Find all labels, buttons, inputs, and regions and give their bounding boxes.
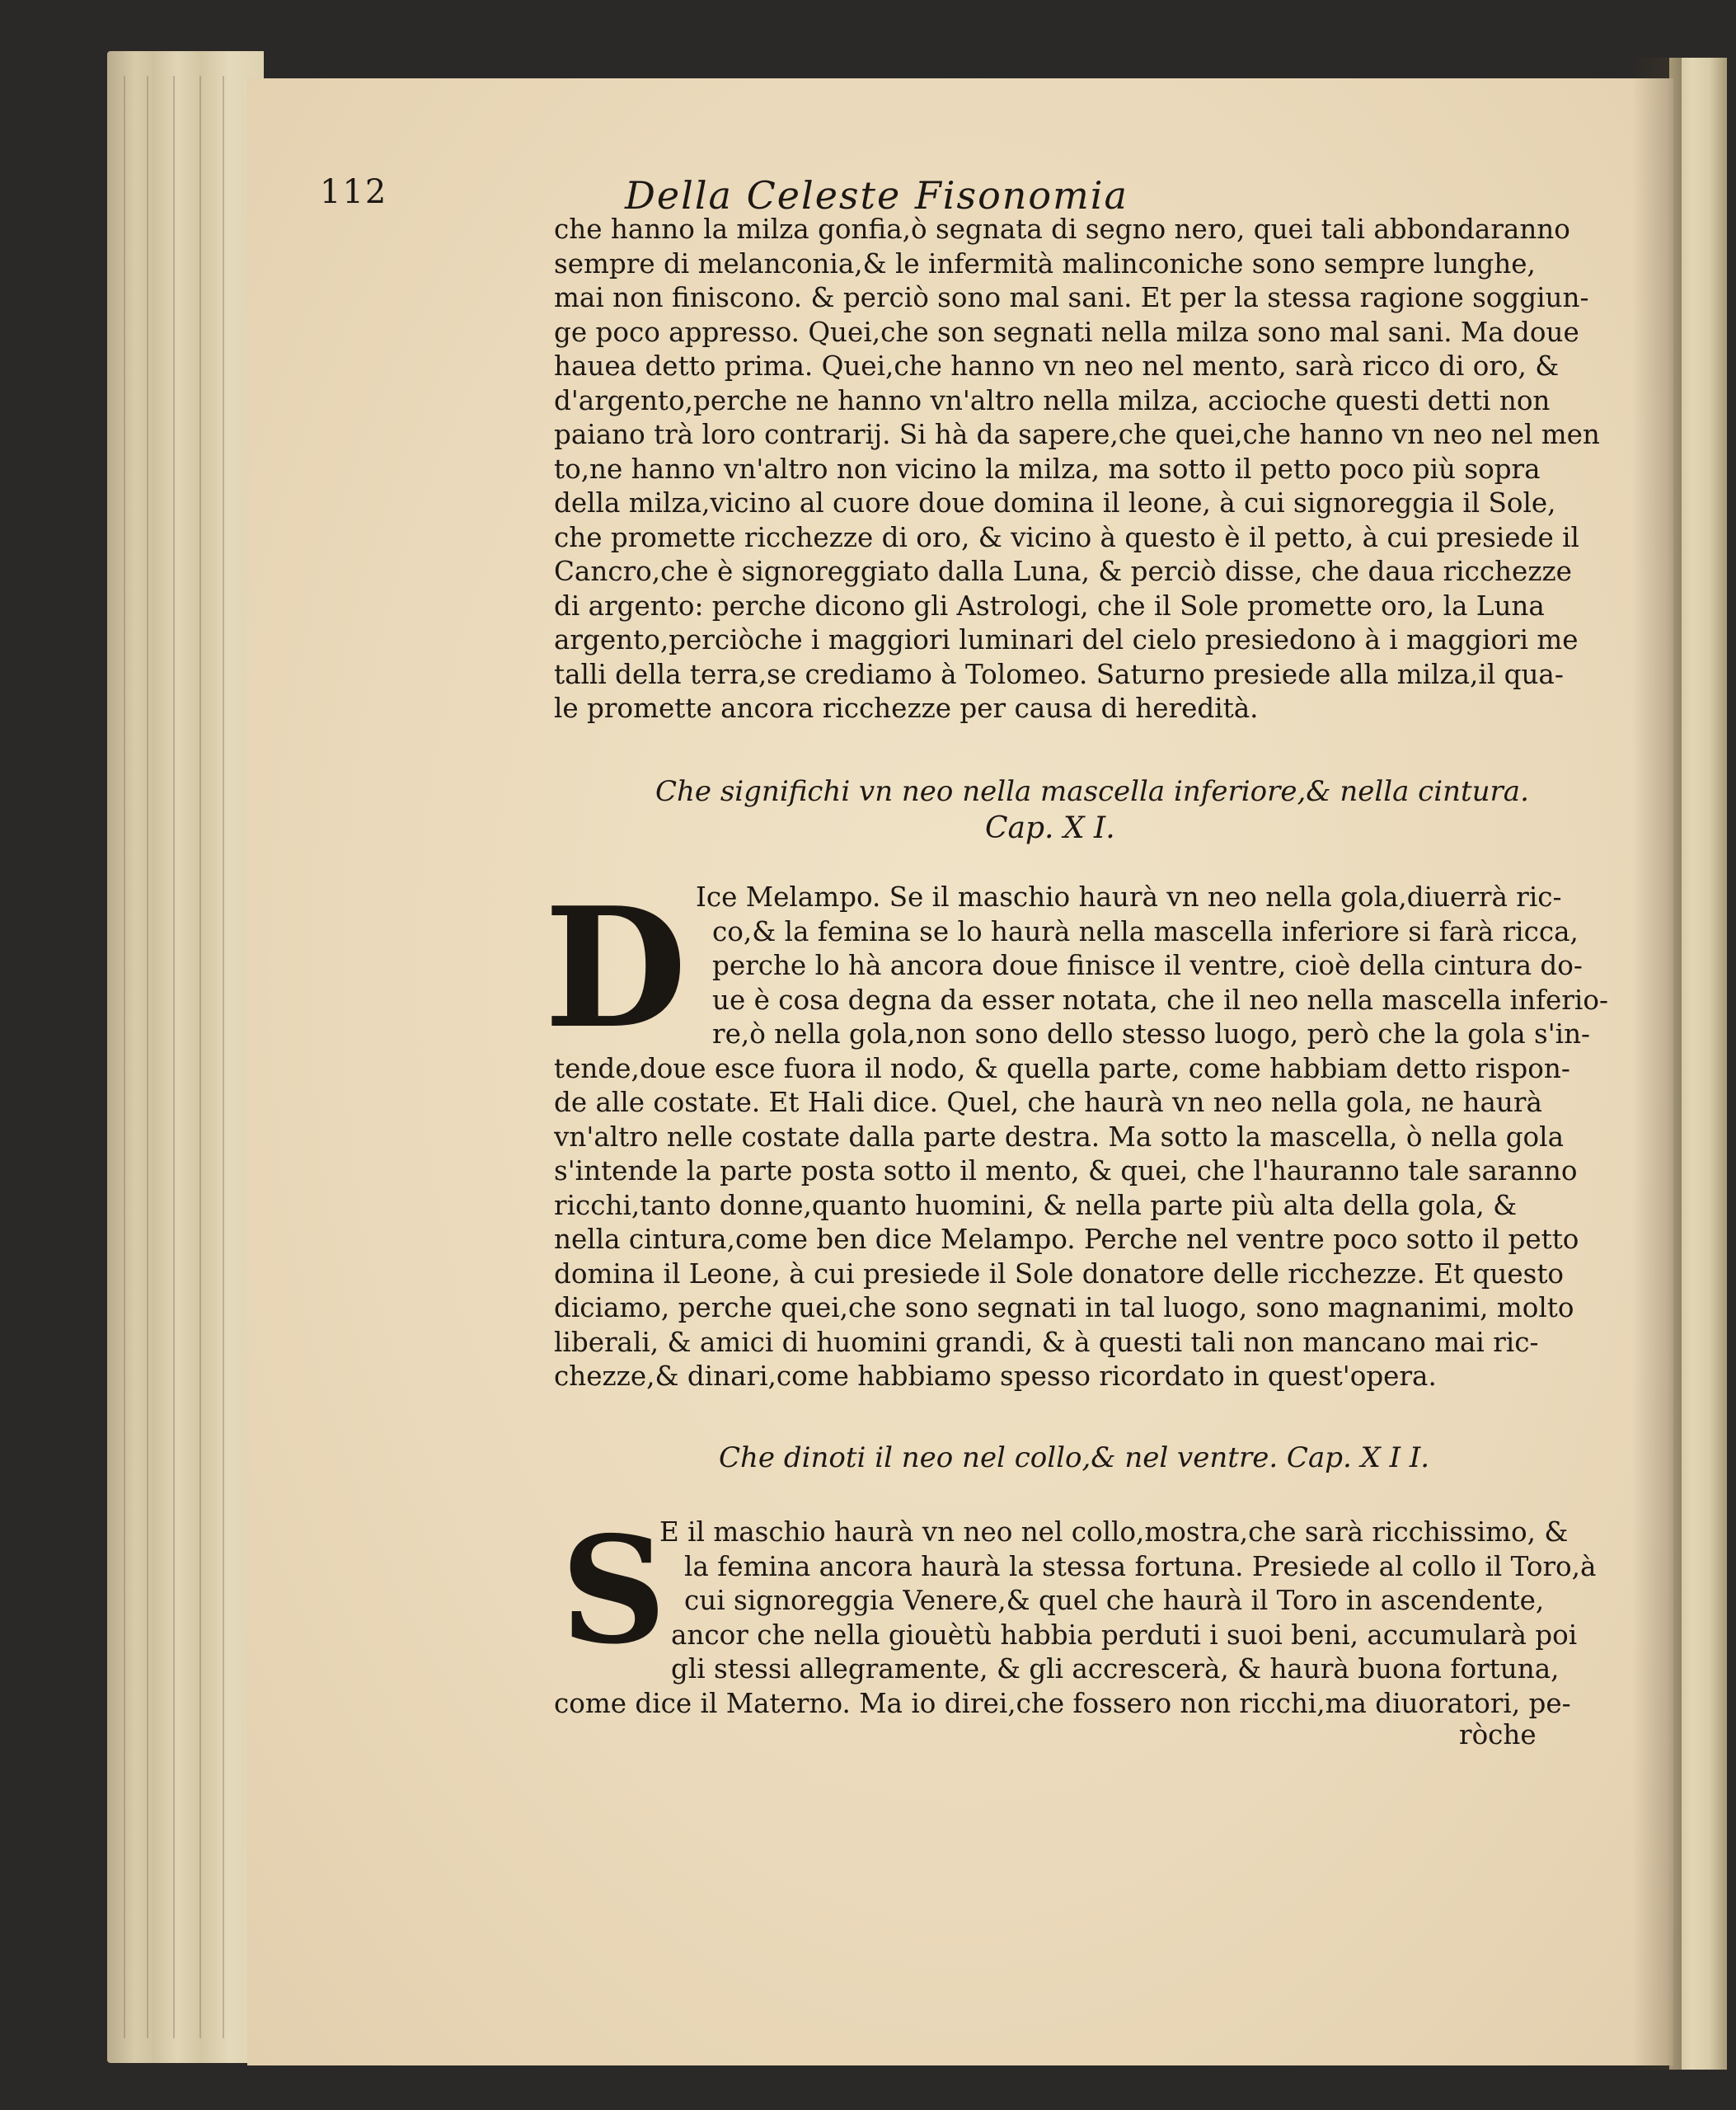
text-line: E il maschio haurà vn neo nel collo,mostra,che sarà ricchissimo, & — [659, 1516, 1569, 1548]
text-line: della milza,vicino al cuore doue domina il leone, à cui signoreggia il Sole, — [554, 487, 1556, 519]
text-line: liberali, & amici di huomini grandi, & à questi tali non mancano mai ric- — [554, 1326, 1539, 1358]
text-line: che hanno la milza gonfia,ò segnata di segno nero, quei tali abbondaranno — [554, 214, 1570, 245]
running-title: Della Celeste Fisonomia — [625, 173, 1128, 218]
text-line: s'intende la parte posta sotto il mento, & quei, che l'hauranno tale saranno — [554, 1155, 1578, 1187]
text-line: cui signoreggia Venere,& quel che haurà il Toro in ascendente, — [684, 1585, 1545, 1616]
text-line: le promette ancora ricchezze per causa di heredità. — [554, 693, 1259, 724]
text-line: come dice il Materno. Ma io direi,che fossero non ricchi,ma diuoratori, pe- — [554, 1687, 1571, 1719]
text-line: d'argento,perche ne hanno vn'altro nella milza, accioche questi detti non — [554, 384, 1551, 416]
text-line: vn'altro nelle costate dalla parte destra. Ma sotto la mascella, ò nella gola — [554, 1121, 1565, 1153]
paragraph-2 — [554, 881, 1617, 1394]
drop-cap-d: D — [544, 872, 687, 1065]
catchword: ròche — [1459, 1719, 1537, 1751]
text-line: nella cintura,come ben dice Melampo. Perche nel ventre poco sotto il petto — [554, 1224, 1579, 1255]
text-line: che promette ricchezze di oro, & vicino à questo è il petto, à cui presiede il — [554, 521, 1579, 553]
text-line: mai non finiscono. & perciò sono mal sani. Et per la stessa ragione soggiun- — [554, 282, 1589, 313]
text-line: re,ò nella gola,non sono dello stesso luogo, però che la gola s'in- — [712, 1018, 1591, 1050]
text-line: diciamo, perche quei,che sono segnati in tal luogo, sono magnanimi, molto — [554, 1292, 1574, 1323]
text-line: paiano trà loro contrarij. Si hà da sapere,che quei,che hanno vn neo nel men — [554, 419, 1600, 450]
text-line: Ice Melampo. Se il maschio haurà vn neo nella gola,diuerrà ric- — [696, 881, 1562, 913]
chapter-number-xi: Cap. X I. — [985, 811, 1115, 845]
text-line: ge poco appresso. Quei,che son segnati nella milza sono mal sani. Ma doue — [554, 316, 1579, 348]
paragraph-1 — [554, 213, 1617, 726]
text-line: la femina ancora haurà la stessa fortuna. Presiede al collo il Toro,à — [684, 1550, 1597, 1582]
text-line: ancor che nella giouètù habbia perduti i suoi beni, accumularà poi — [671, 1619, 1578, 1651]
page-number: 112 — [320, 173, 388, 211]
text-line: to,ne hanno vn'altro non vicino la milza, ma sotto il petto poco più sopra — [554, 453, 1541, 485]
left-page-edges — [107, 51, 264, 2063]
text-line: ue è cosa degna da esser notata, che il neo nella mascella inferio- — [712, 984, 1608, 1016]
chapter-heading-xi: Che significhi vn neo nella mascella inferiore,& nella cintura. — [655, 775, 1529, 808]
text-line: ricchi,tanto donne,quanto huomini, & nella parte più alta della gola, & — [554, 1189, 1518, 1221]
text-line: di argento: perche dicono gli Astrologi, che il Sole promette oro, la Luna — [554, 590, 1545, 622]
text-line: tende,doue esce fuora il nodo, & quella parte, come habbiam detto rispon- — [554, 1052, 1570, 1084]
text-line: co,& la femina se lo haurà nella mascella inferiore si farà ricca, — [712, 915, 1579, 947]
text-line: argento,perciòche i maggiori luminari del cielo presiedono à i maggiori me — [554, 624, 1579, 656]
paragraph-3 — [554, 1504, 1617, 1721]
text-line: Cancro,che è signoreggiato dalla Luna, & perciò disse, che daua ricchezze — [554, 556, 1572, 587]
text-line: domina il Leone, à cui presiede il Sole donatore delle ricchezze. Et questo — [554, 1257, 1565, 1290]
text-line: talli della terra,se crediamo à Tolomeo. Saturno presiede alla milza,il qua- — [554, 658, 1564, 690]
text-line: perche lo hà ancora doue finisce il ventre, cioè della cintura do- — [712, 950, 1583, 981]
text-line: sempre di melanconia,& le infermità malinconiche sono sempre lunghe, — [554, 247, 1536, 280]
gutter-shadow — [1632, 58, 1682, 2070]
chapter-heading-xii: Che dinoti il neo nel collo,& nel ventre. Cap. X I I. — [719, 1441, 1430, 1474]
text-line: de alle costate. Et Hali dice. Quel, che haurà vn neo nella gola, ne haurà — [554, 1087, 1542, 1118]
text-line: chezze,& dinari,come habbiamo spesso ricordato in quest'opera. — [554, 1360, 1437, 1392]
text-line: hauea detto prima. Quei,che hanno vn neo nel mento, sarà ricco di oro, & — [554, 350, 1560, 382]
text-line: gli stessi allegramente, & gli accrescerà, & haurà buona fortuna, — [671, 1653, 1560, 1685]
drop-cap-s: S — [561, 1504, 667, 1676]
